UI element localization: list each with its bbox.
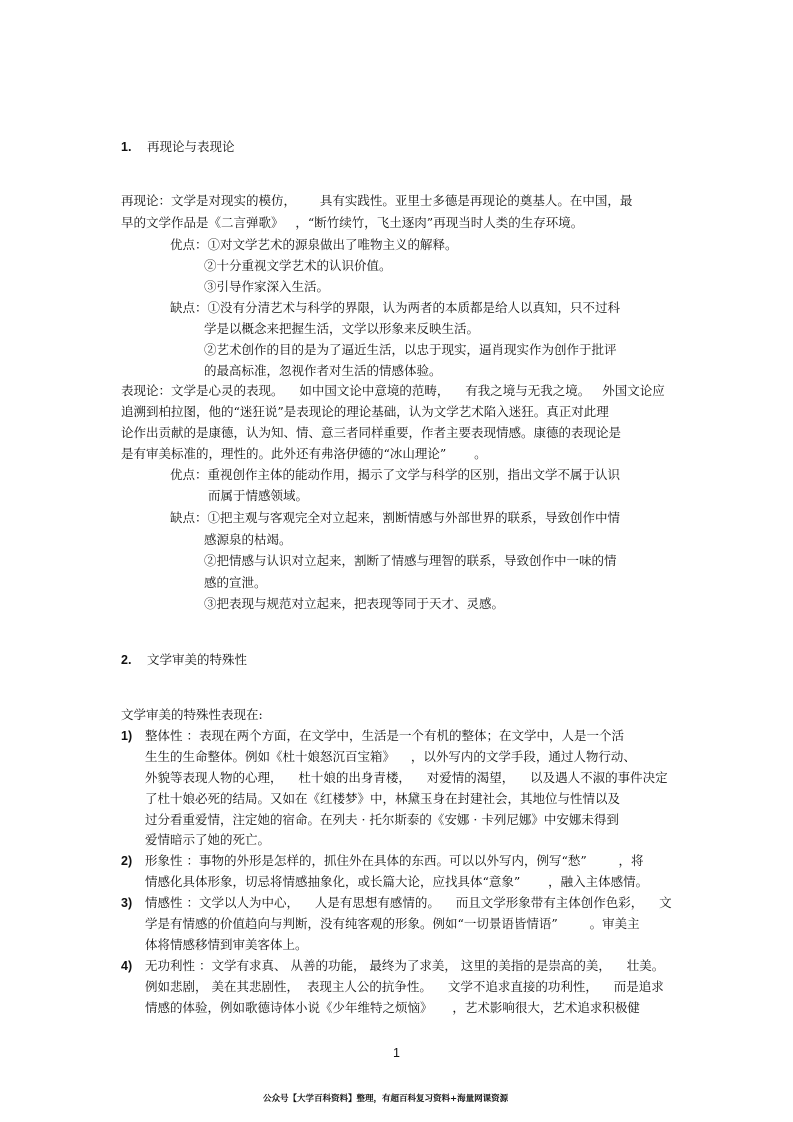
item-line: 外貌等表现人物的心理， 杜十娘的出身青楼， 对爱情的渴望， 以及遇人不淑的事件决定 bbox=[145, 770, 668, 785]
page-number: 1 bbox=[393, 1046, 400, 1060]
paragraph-line: 表现论：文学是心灵的表现。 如中国文论中意境的范畴， 有我之境与无我之境。 外国文论应 bbox=[121, 383, 665, 398]
item-line: 情感化具体形象，切忌将情感抽象化，或长篇大论，应找具体“意象” ，融入主体感情。 bbox=[145, 874, 649, 889]
item-line: 体将情感移情到审美客体上。 bbox=[145, 937, 308, 952]
paragraph-line: 论作出贡献的是康德，认为知、情、意三者同样重要，作者主要表现情感。康德的表现论是 bbox=[121, 425, 622, 440]
paragraph-line: 感源泉的枯竭。 bbox=[204, 532, 292, 547]
item-line: 了杜十娘必死的结局。又如在《红楼梦》中，林黛玉身在封建社会，其地位与性情以及 bbox=[145, 791, 621, 806]
item-number: 3) bbox=[121, 896, 133, 910]
item-line: 爱情暗示了她的死亡。 bbox=[145, 832, 271, 847]
paragraph-line: ②十分重视文学艺术的认识价值。 bbox=[204, 258, 392, 273]
item-number: 4) bbox=[121, 959, 133, 973]
footer-note: 公众号【大学百科资料】整理，有超百科复习资料+海量网课资源 bbox=[263, 1094, 509, 1104]
paragraph-line: 的最高标准，忽视作者对生活的情感体验。 bbox=[204, 363, 442, 378]
item-number: 1) bbox=[121, 729, 133, 743]
item-line: 过分看重爱情，注定她的宿命。在列夫 · 托尔斯泰的《安娜 · 卡列尼娜》中安娜未得到 bbox=[145, 812, 619, 827]
paragraph-line: 感的宣泄。 bbox=[204, 575, 267, 590]
paragraph-line: 再现论：文学是对现实的模仿， 具有实践性。亚里士多德是再现论的奠基人。在中国，最 bbox=[121, 193, 633, 208]
section-number: 2. bbox=[121, 653, 132, 667]
item-line: 情感性 ：文学以人为中心， 人是有思想有感情的。 而且文学形象带有主体创作色彩， 文 bbox=[145, 895, 672, 910]
paragraph-line: 早的文学作品是《二言弹歌》 ，“断竹续竹，飞土逐肉”再现当时人类的生存环境。 bbox=[121, 215, 584, 230]
item-line: 整体性 ：表现在两个方面，在文学中，生活是一个有机的整体；在文学中，人是一个活 bbox=[145, 728, 624, 743]
paragraph-line: 学是以概念来把握生活，文学以形象来反映生活。 bbox=[204, 321, 480, 336]
paragraph-line: 优点：①对文学艺术的源泉做出了唯物主义的解释。 bbox=[170, 237, 458, 252]
paragraph-line: ③把表现与规范对立起来，把表现等同于天才、灵感。 bbox=[204, 596, 505, 611]
item-number: 2) bbox=[121, 854, 133, 868]
item-line: 生生的生命整体。例如《杜十娘怒沉百宝箱》 ，以外写内的文学手段，通过人物行动、 bbox=[145, 749, 636, 764]
paragraph-line: ②把情感与认识对立起来，割断了情感与理智的联系，导致创作中一味的情 bbox=[204, 553, 617, 568]
paragraph-line: ②艺术创作的目的是为了逼近生活，以忠于现实，逼肖现实作为创作于批评 bbox=[204, 342, 617, 357]
section-title: 文学审美的特殊性 bbox=[147, 653, 248, 667]
paragraph-line: 追溯到柏拉图，他的“迷狂说”是表现论的理论基础，认为文学艺术陷入迷狂。真正对此理 bbox=[121, 404, 609, 419]
section-number: 1. bbox=[121, 140, 132, 154]
item-line: 无功利性 ：文学有求真、 从善的功能， 最终为了求美， 这里的美指的是崇高的美， 壮美。 bbox=[145, 958, 665, 973]
section-title: 再现论与表现论 bbox=[147, 140, 235, 154]
paragraph-line: 是有审美标准的，理性的。此外还有弗洛伊德的“冰山理论” 。 bbox=[121, 446, 487, 461]
paragraph-line: 优点：重视创作主体的能动作用，揭示了文学与科学的区别，指出文学不属于认识 bbox=[170, 467, 621, 482]
paragraph-line: 缺点：①没有分清艺术与科学的界限，认为两者的本质都是给人以真知，只不过科 bbox=[170, 300, 621, 315]
item-line: 形象性 ：事物的外形是怎样的，抓住外在具体的东西。可以以外写内，例写“愁” ，将 bbox=[145, 853, 644, 868]
paragraph-line: ③引导作家深入生活。 bbox=[204, 279, 330, 294]
paragraph-line: 缺点：①把主观与客观完全对立起来，割断情感与外部世界的联系，导致创作中情 bbox=[170, 510, 621, 525]
intro-line: 文学审美的特殊性表现在: bbox=[121, 707, 263, 722]
paragraph-line: 而属于情感领域。 bbox=[208, 488, 309, 503]
item-line: 学是有情感的价值趋向与判断，没有纯客观的形象。例如“一切景语皆情语” 。审美主 bbox=[145, 916, 640, 931]
item-line: 情感的体验，例如歌德诗体小说《少年维特之烦恼》 ，艺术影响很大，艺术追求积极健 bbox=[145, 1000, 640, 1015]
item-line: 例如悲剧， 美在其悲剧性， 表现主人公的抗争性。 文学不追求直接的功利性， 而是追求 bbox=[145, 979, 664, 994]
